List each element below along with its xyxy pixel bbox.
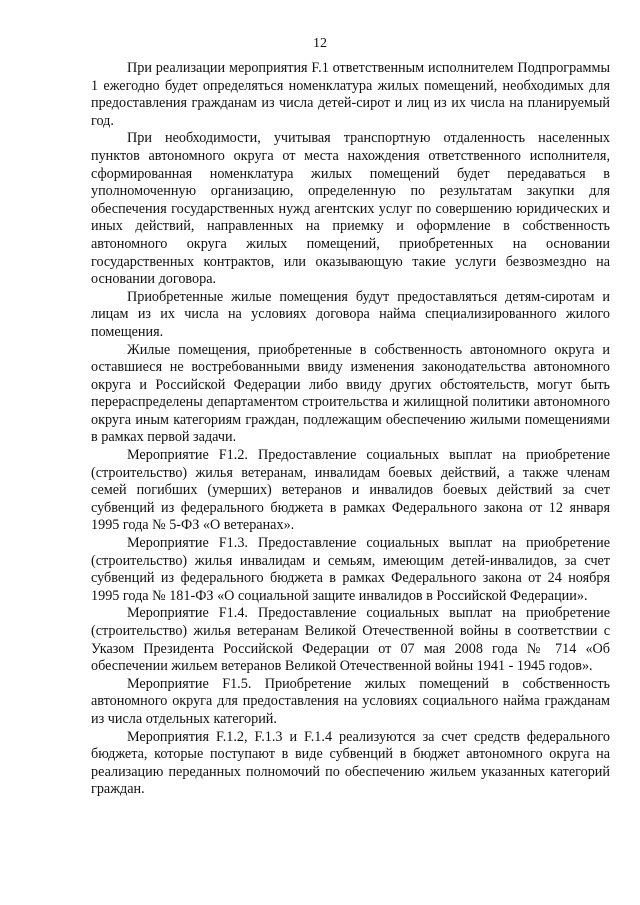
paragraph-9: Мероприятия F.1.2, F.1.3 и F.1.4 реализуются за счет средств федерального бюджета, которые поступают в виде субвенций в бюджет автономного округа на реализацию переданных полномочий по обеспечению жильем указанных категорий граждан. <box>91 728 610 798</box>
paragraph-8: Мероприятие F1.5. Приобретение жилых помещений в собственность автономного округа для предоставления на условиях социального найма гражданам из числа отдельных категорий. <box>91 675 610 727</box>
paragraph-2: При необходимости, учитывая транспортную отдаленность населенных пунктов автономного округа от места нахождения ответственного исполнителя, сформированная номенклатура жилых помещений будет передаваться в уполномоченную организацию, определенную по результатам закупки для обеспечения государственных нужд агентских услуг по совершению юридических и иных действий, направленных на приемку и оформление в собственность автономного округа жилых помещений, приобретенных на основании государственных контрактов, или оказывающую такие услуги безвозмездно на основании договора. <box>91 130 610 288</box>
paragraph-6: Мероприятие F1.3. Предоставление социальных выплат на приобретение (строительство) жилья инвалидам и семьям, имеющим детей-инвалидов, за счет субвенций из федерального бюджета в рамках Федерального закона от 24 ноября 1995 года № 181-ФЗ «О социальной защите инвалидов в Российской Федерации». <box>91 535 610 604</box>
paragraph-4: Жилые помещения, приобретенные в собственность автономного округа и оставшиеся не востребованными ввиду изменения законодательства автономного округа и Российской Федерации либо ввиду других обстоятельств, могут быть перераспределены департаментом строительства и жилищной политики автономного округа иным категориям граждан, подлежащим обеспечению жилыми помещениями в рамках первой задачи. <box>91 341 610 446</box>
paragraph-5: Мероприятие F1.2. Предоставление социальных выплат на приобретение (строительство) жилья ветеранам, инвалидам боевых действий, а также членам семей погибших (умерших) ветеранов и инвалидов боевых действий за счет субвенций из федерального бюджета в рамках Федерального закона от 12 января 1995 года № 5-ФЗ «О ветеранах». <box>91 447 610 534</box>
paragraph-1: При реализации мероприятия F.1 ответственным исполнителем Подпрограммы 1 ежегодно будет определяться номенклатура жилых помещений, необходимых для предоставления гражданам из числа детей-сирот и лиц из их числа на планируемый год. <box>91 60 610 129</box>
page-number: 12 <box>313 36 327 51</box>
document-body <box>91 60 610 799</box>
paragraph-3: Приобретенные жилые помещения будут предоставляться детям-сиротам и лицам из их числа на условиях договора найма специализированного жилого помещения. <box>91 288 610 340</box>
paragraph-7: Мероприятие F1.4. Предоставление социальных выплат на приобретение (строительство) жилья ветеранам Великой Отечественной войны в соответствии с Указом Президента Российской Федерации от 07 мая 2008 года № 714 «Об обеспечении жильем ветеранов Великой Отечественной войны 1941 - 1945 годов». <box>91 605 610 675</box>
